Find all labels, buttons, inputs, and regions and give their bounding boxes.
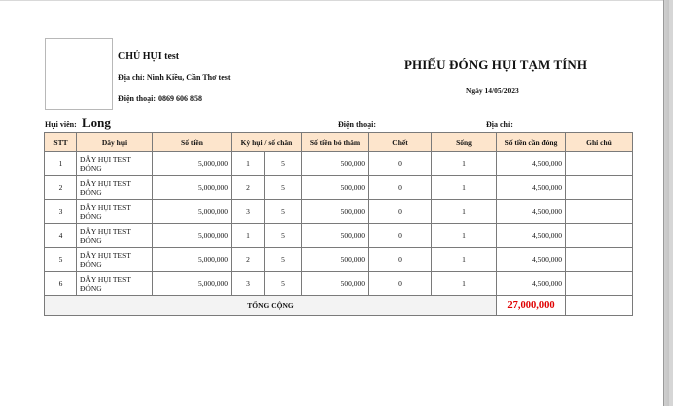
table-header-row [45,133,633,152]
cell-bid: 500,000 [302,224,369,248]
cell-amount: 5,000,000 [153,152,232,176]
cell-due: 4,500,000 [497,224,566,248]
cell-legs: 5 [265,272,302,296]
header-note: Ghi chú [566,133,633,152]
cell-due: 4,500,000 [497,152,566,176]
table-row [45,176,633,200]
header-bid: Số tiền bỏ thăm [302,133,369,152]
cell-line: DÂY HỤI TEST ĐÓNG [77,200,153,224]
table-row [45,224,633,248]
cell-line: DÂY HỤI TEST ĐÓNG [77,176,153,200]
cell-alive: 1 [432,200,497,224]
cell-legs: 5 [265,224,302,248]
cell-bid: 500,000 [302,272,369,296]
header-dead: Chết [369,133,432,152]
cell-bid: 500,000 [302,176,369,200]
cell-dead: 0 [369,248,432,272]
cell-stt: 5 [45,248,77,272]
cell-alive: 1 [432,248,497,272]
cell-alive: 1 [432,176,497,200]
table-row [45,200,633,224]
cell-due: 4,500,000 [497,176,566,200]
cell-alive: 1 [432,224,497,248]
company-address: Địa chỉ: Ninh Kiều, Cần Thơ test [118,73,231,82]
company-phone: Điện thoại: 0869 606 858 [118,94,202,103]
cell-stt: 3 [45,200,77,224]
cell-amount: 5,000,000 [153,272,232,296]
cell-period: 2 [232,176,265,200]
cell-line: DÂY HỤI TEST ĐÓNG [77,272,153,296]
cell-note [566,176,633,200]
header-due: Số tiền cần đóng [497,133,566,152]
cell-legs: 5 [265,152,302,176]
cell-amount: 5,000,000 [153,200,232,224]
cell-legs: 5 [265,176,302,200]
cell-period: 2 [232,248,265,272]
cell-amount: 5,000,000 [153,248,232,272]
cell-bid: 500,000 [302,248,369,272]
header-period-legs: Kỳ hụi / số chân [232,133,302,152]
cell-note [566,248,633,272]
header-alive: Sống [432,133,497,152]
total-label: TỔNG CỘNG [45,296,497,316]
cell-dead: 0 [369,152,432,176]
header-stt: STT [45,133,77,152]
cell-due: 4,500,000 [497,272,566,296]
cell-due: 4,500,000 [497,248,566,272]
page-top-border [0,0,664,1]
cell-due: 4,500,000 [497,200,566,224]
cell-note [566,272,633,296]
cell-note [566,152,633,176]
cell-amount: 5,000,000 [153,224,232,248]
cell-line: DÂY HỤI TEST ĐÓNG [77,248,153,272]
document-date: Ngày 14/05/2023 [466,86,519,95]
cell-dead: 0 [369,176,432,200]
cell-dead: 0 [369,200,432,224]
table-row [45,152,633,176]
cell-stt: 6 [45,272,77,296]
cell-bid: 500,000 [302,200,369,224]
cell-period: 1 [232,152,265,176]
cell-period: 3 [232,200,265,224]
member-address-label: Địa chỉ: [486,120,513,129]
payment-table [44,132,633,316]
cell-dead: 0 [369,272,432,296]
cell-amount: 5,000,000 [153,176,232,200]
cell-period: 3 [232,272,265,296]
logo-placeholder [45,38,113,110]
cell-alive: 1 [432,272,497,296]
cell-note [566,200,633,224]
cell-alive: 1 [432,152,497,176]
member-name: Long [82,115,111,130]
cell-dead: 0 [369,224,432,248]
cell-stt: 1 [45,152,77,176]
cell-note [566,224,633,248]
table-row [45,248,633,272]
document-title: PHIẾU ĐÓNG HỤI TẠM TÍNH [404,57,588,72]
header-line: Dây hụi [77,133,153,152]
member-label: Hụi viên: [45,120,77,129]
cell-legs: 5 [265,248,302,272]
table-row [45,272,633,296]
total-value: 27,000,000 [497,296,566,316]
scrollbar[interactable] [669,0,673,406]
cell-stt: 2 [45,176,77,200]
cell-legs: 5 [265,200,302,224]
member-info-row [45,116,635,132]
total-note [566,296,633,316]
company-name: CHỦ HỤI test [118,51,180,62]
total-row [45,296,633,316]
cell-period: 1 [232,224,265,248]
member-phone-label: Điện thoại: [338,120,376,129]
header-amount: Số tiền [153,133,232,152]
cell-line: DÂY HỤI TEST ĐÓNG [77,152,153,176]
cell-bid: 500,000 [302,152,369,176]
cell-line: DÂY HỤI TEST ĐÓNG [77,224,153,248]
cell-stt: 4 [45,224,77,248]
